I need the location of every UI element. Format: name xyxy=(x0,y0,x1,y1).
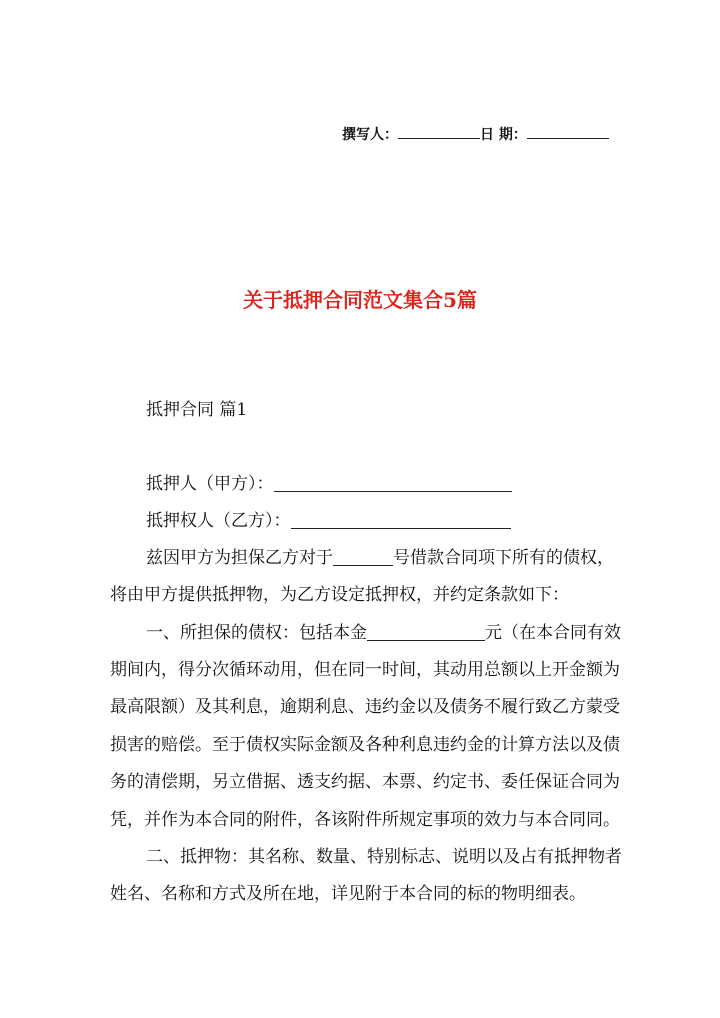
author-date-header xyxy=(342,124,609,144)
para1-line2: 将由甲方提供抵押物，为乙方设定抵押权，并约定条款如下： xyxy=(110,585,569,605)
para1-text-a: 兹因甲方为担保乙方对于 xyxy=(146,548,333,568)
date-blank xyxy=(527,124,609,139)
para2-line: 务的清偿期，另立借据、透支约据、本票、约定书、委任保证合同为 xyxy=(110,772,620,792)
para1-text-b: 号借款合同项下所有的债权， xyxy=(393,548,614,568)
para2-line: 凭，并作为本合同的附件，各该附件所规定事项的效力与本合同同。 xyxy=(110,810,620,830)
para3-line1: 二、抵押物：其名称、数量、特别标志、说明以及占有抵押物者 xyxy=(146,847,622,867)
author-label: 撰写人： xyxy=(342,127,398,143)
mortgagee-blank xyxy=(291,511,511,529)
section-heading: 抵押合同 篇1 xyxy=(146,400,248,420)
para2-text-a: 一、所担保的债权：包括本金 xyxy=(146,623,367,643)
para2-line: 最高限额）及其利息，逾期利息、违约金以及债务不履行致乙方蒙受 xyxy=(110,697,620,717)
para2-line: 期间内，得分次循环动用，但在同一时间，其动用总额以上开金额为 xyxy=(110,660,620,680)
principal-blank xyxy=(367,623,485,641)
para3-line2: 姓名、名称和方式及所在地，详见附于本合同的标的物明细表。 xyxy=(110,884,586,904)
mortgagor-blank xyxy=(274,474,512,492)
mortgagee-label: 抵押权人（乙方）： xyxy=(146,511,291,531)
para2-line: 损害的赔偿。至于债权实际金额及各种利息违约金的计算方法以及债 xyxy=(110,735,620,755)
para2-line1 xyxy=(146,622,621,644)
mortgagor-field xyxy=(146,473,612,495)
loan-number-blank xyxy=(333,548,393,566)
author-blank xyxy=(398,124,480,139)
page-title: 关于抵押合同范文集合5篇 xyxy=(243,288,477,312)
mortgagor-label: 抵押人（甲方）： xyxy=(146,474,274,494)
para1-line1 xyxy=(146,547,612,569)
date-label: 日 期： xyxy=(480,127,527,143)
mortgagee-field xyxy=(146,510,612,532)
para2-text-b: 元（在本合同有效 xyxy=(485,623,621,643)
